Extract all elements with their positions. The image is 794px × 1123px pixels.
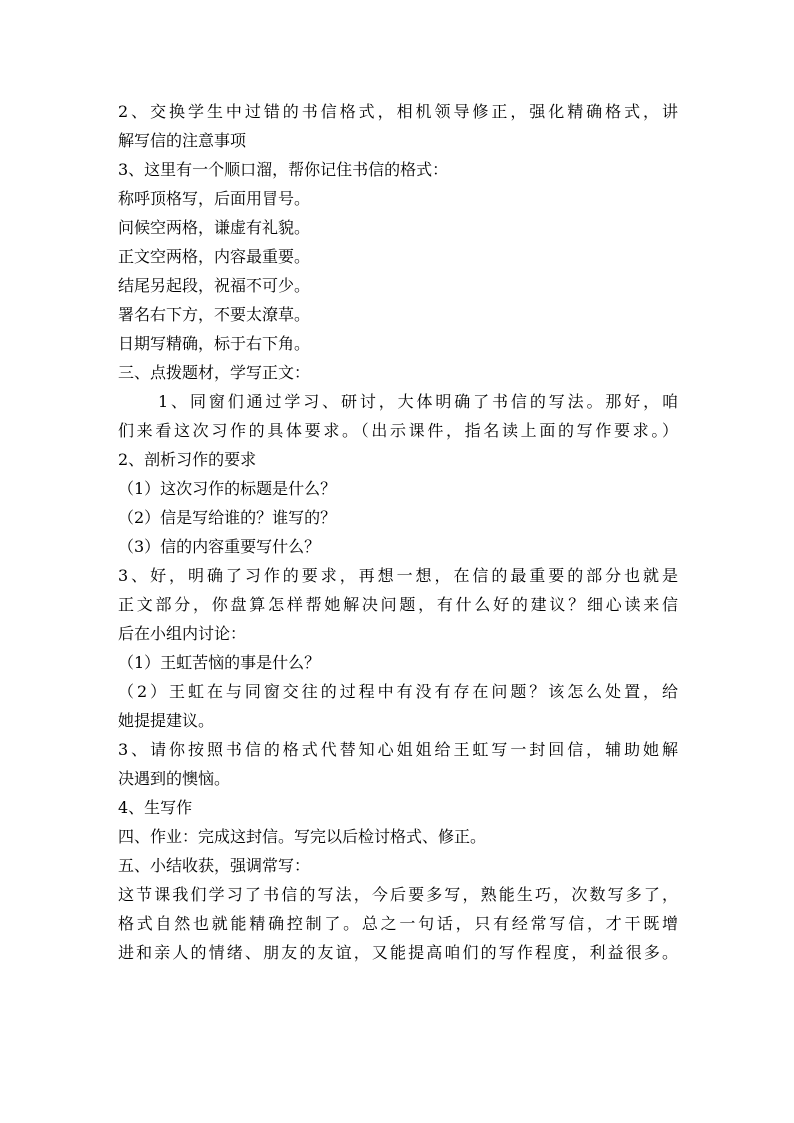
- text-line: 正文空两格，内容最重要。: [118, 247, 311, 266]
- text-line: （2）王虹在与同窗交往的过程中有没有存在问题？该怎么处置，给: [118, 682, 678, 701]
- text-line: 这节课我们学习了书信的写法，今后要多写，熟能生巧，次数写多了，: [118, 885, 678, 904]
- text-line: （1）这次习作的标题是什么？: [118, 479, 337, 498]
- text-line: 后在小组内讨论：: [118, 624, 247, 643]
- section-heading: 三、点拨题材，学写正文：: [118, 363, 311, 382]
- text-line: 解写信的注意事项: [118, 131, 247, 150]
- text-line: 3、好，明确了习作的要求，再想一想，在信的最重要的部分也就是: [118, 566, 678, 585]
- text-line: 格式自然也就能精确控制了。总之一句话，只有经常写信，才干既增: [118, 914, 678, 933]
- text-line: 结尾另起段，祝福不可少。: [118, 276, 311, 295]
- text-line: 称呼顶格写，后面用冒号。: [118, 189, 311, 208]
- text-line: 1、同窗们通过学习、研讨，大体明确了书信的写法。那好，咱: [158, 392, 678, 411]
- text-line: 们来看这次习作的具体要求。（出示课件，指名读上面的写作要求。）: [118, 421, 678, 440]
- text-line: （2）信是写给谁的？谁写的？: [118, 508, 337, 527]
- text-line: 问候空两格，谦虚有礼貌。: [118, 218, 311, 237]
- text-line: （1）王虹苦恼的事是什么？: [118, 653, 321, 672]
- text-line: 2、交换学生中过错的书信格式，相机领导修正，强化精确格式，讲: [118, 102, 678, 121]
- section-heading: 五、小结收获，强调常写：: [118, 856, 311, 875]
- text-line: 2、剖析习作的要求: [118, 450, 257, 469]
- text-line: 3、请你按照书信的格式代替知心姐姐给王虹写一封回信，辅助她解: [118, 740, 678, 759]
- document-body: [118, 97, 678, 967]
- text-line: 日期写精确，标于右下角。: [118, 334, 311, 353]
- text-line: 进和亲人的情绪、朋友的友谊，又能提高咱们的写作程度，利益很多。: [118, 943, 678, 962]
- text-line: 正文部分，你盘算怎样帮她解决问题，有什么好的建议？细心读来信: [118, 595, 678, 614]
- text-line: 署名右下方，不要太潦草。: [118, 305, 311, 324]
- section-heading: 四、作业：完成这封信。写完以后检讨格式、修正。: [118, 827, 487, 846]
- text-line: 决遇到的懊恼。: [118, 769, 231, 788]
- text-line: 4、生写作: [118, 798, 193, 817]
- text-line: 她提提建议。: [118, 711, 215, 730]
- text-line: 3、这里有一个顺口溜，帮你记住书信的格式：: [118, 160, 449, 179]
- text-line: （3）信的内容重要写什么？: [118, 537, 321, 556]
